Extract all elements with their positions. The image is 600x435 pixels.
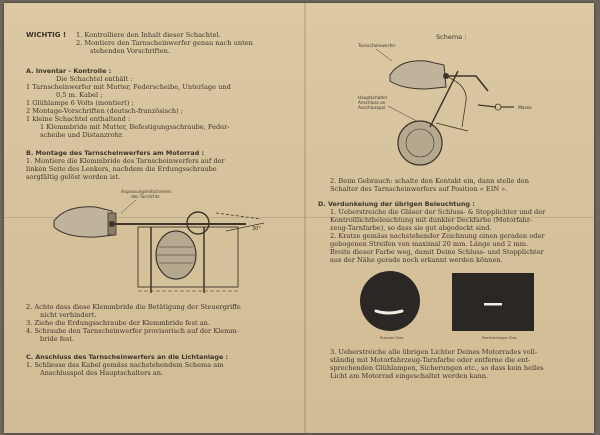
- section-a-line: 1 Glühlampe 6 Volts (montiert) ;: [26, 99, 134, 107]
- section-d-title: D. Verdunkelung der übrigen Beleuchtung :: [318, 200, 475, 208]
- section-b-line: 3. Ziehe die Erdungsschraube der Klemmbride fest an.: [26, 319, 210, 327]
- section-a-line: scheibe und Distanzrohr.: [40, 131, 124, 139]
- right-column: [318, 31, 580, 380]
- angle-label: 30°: [252, 226, 261, 232]
- section-a-line: Die Schachtel enthält :: [56, 75, 133, 83]
- section-b-title: B. Montage des Tarnscheinwerfers am Motorrad :: [26, 149, 205, 157]
- section-d-line: ständig mit Motorfahrzeug-Tarnfarbe oder entferne die ent-: [330, 356, 531, 364]
- section-d-line: aus der Nähe gerade noch erkannt werden können.: [330, 256, 503, 264]
- section-d-line: Licht am Motorrad eingeschaltet werden kann.: [330, 372, 489, 380]
- caption-square: Rechteckiges Glas: [482, 335, 517, 340]
- schema-headlight: [398, 121, 442, 165]
- section-d-line: 3. Ueberstreiche alle übrigen Lichter Deines Motorrades voll-: [330, 348, 538, 356]
- section-d-line: 2. Kratze gemäss nachstehender Zeichnung einen geraden oder: [330, 232, 545, 240]
- section-b-line: nicht verhindert.: [40, 311, 97, 319]
- section-c-line: Anschlusspol des Hauptschalters an.: [40, 369, 164, 377]
- section-b-line: bride fest.: [40, 335, 75, 343]
- wichtig-item: 2. Montiere den Tarnscheinwerfer genau nach unten: [76, 39, 253, 47]
- section-b-line: 4. Schraube den Tarnscheinwerfer provisorisch auf der Klemm-: [26, 327, 239, 335]
- lamp-examples: [318, 267, 580, 345]
- instruction-sheet: [4, 3, 594, 433]
- schema-label-switch: Hauptschalter: [358, 95, 388, 100]
- section-a-line: 1 kleine Schachtel enthaltend :: [26, 115, 131, 123]
- section-c-title: C. Anschluss des Tarnscheinwerfers an die Lichtanlage :: [26, 353, 229, 361]
- section-a-line: 0,5 m. Kabel ;: [56, 91, 103, 99]
- schema-label-conn1: Anschluss an: [358, 100, 386, 105]
- mounting-diagram: [26, 183, 281, 301]
- schema-title: Schema :: [436, 33, 467, 41]
- left-column: [26, 31, 281, 377]
- section-d-line: Kontrolllichtbeleuchtung mit dunkler Deckfarbe (Motorfahr-: [330, 216, 533, 224]
- section-a-line: 1 Tarnscheinwerfer mit Mutter, Federscheibe, Unterlage und: [26, 83, 231, 91]
- section-c-line: Schalter des Tarnscheinwerfers auf Position « EIN ».: [330, 185, 508, 193]
- tarnlamp-shape: [54, 207, 114, 237]
- diagram-label-2: des Tarnlichts: [131, 194, 160, 199]
- section-a-line: 2 Montage-Vorschriften (deutsch-französisch) ;: [26, 107, 183, 115]
- wichtig-label: WICHTIG !: [26, 31, 67, 39]
- fold-line-vertical: [304, 3, 306, 433]
- section-c-line: 2. Beim Gebrauch: schalte den Kontakt ein, dann stelle den: [330, 177, 530, 185]
- schema-label-conn2: Anschlusspol: [358, 105, 386, 110]
- section-a-line: 1 Klemmbride mit Mutter, Befestigungsschraube, Feder-: [40, 123, 230, 131]
- section-a-title: A. Inventar - Kontrolle :: [26, 67, 112, 75]
- caption-round: Rundes Glas: [380, 335, 404, 340]
- section-b-line: linken Seite des Lenkers, nachdem die Erdungsschraube: [26, 165, 217, 173]
- section-b-line: 2. Achte dass diese Klemmbride die Betätigung der Steuergriffe: [26, 303, 241, 311]
- section-d-line: sprechenden Glühlampen, Sicherungen etc., so dass kein helles: [330, 364, 544, 372]
- section-d-line: gebogenen Streifen von maximal 20 mm. Länge und 2 mm.: [330, 240, 529, 248]
- section-b-line: 1. Montiere die Klemmbride des Tarnscheinwerfers auf der: [26, 157, 225, 165]
- round-glass-example: [360, 271, 420, 331]
- schema-lamp: [390, 61, 446, 89]
- wichtig-items: [76, 31, 281, 55]
- diagram-label-1: Anpassungsleitschienen: [121, 189, 172, 194]
- square-glass-example: [452, 273, 534, 331]
- section-d-line: Breite dieser Farbe weg, damit Deine Schluss- und Stopplichter: [330, 248, 544, 256]
- section-d-line: 1. Ueberstreiche die Gläser der Schluss- & Stopplichter und der: [330, 208, 546, 216]
- schema-label-ground: Masse: [518, 106, 532, 111]
- schema-label-lamp: Tarnscheinwerfer: [358, 44, 396, 49]
- wichtig-block: [26, 31, 281, 55]
- wiring-schema: [318, 31, 580, 171]
- wichtig-item: 1. Kontrolliere den Inhalt dieser Schachtel.: [76, 31, 221, 39]
- section-c-line: 1. Schliesse das Kabel gemäss nachstehendem Schema am: [26, 361, 224, 369]
- section-d-line: zeug-Tarnfarbe), so dass sie gut abgedeckt sind.: [330, 224, 492, 232]
- wichtig-item: stehenden Vorschriften.: [90, 47, 170, 55]
- section-b-line: sorgfältig gelöst worden ist.: [26, 173, 121, 181]
